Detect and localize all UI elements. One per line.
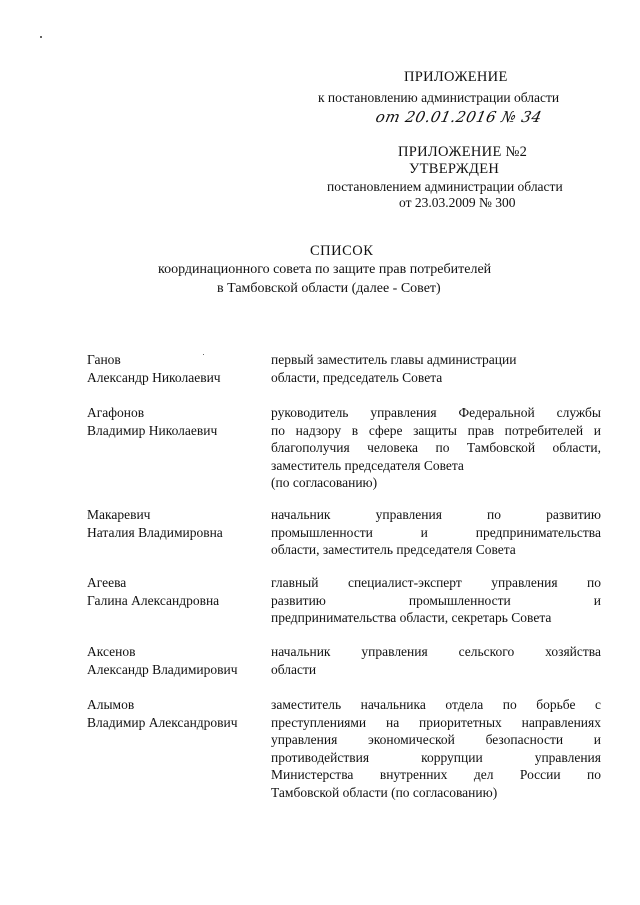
member-role-line: предпринимательства области, секретарь Совета xyxy=(271,610,552,625)
member-role-line: управления экономической безопасности и xyxy=(271,732,601,747)
member-surname: Ганов xyxy=(87,352,121,367)
approved-by: постановлением администрации области xyxy=(327,179,563,194)
member-given-names: Наталия Владимировна xyxy=(87,525,223,540)
member-role-line: первый заместитель главы администрации xyxy=(271,352,517,367)
member-name xyxy=(87,506,269,542)
scan-speck xyxy=(203,354,204,355)
scan-speck xyxy=(40,36,42,38)
member-role xyxy=(271,506,601,559)
member-role-line: области xyxy=(271,661,317,677)
member-given-names: Александр Владимирович xyxy=(87,662,238,677)
list-heading: СПИСОК xyxy=(310,243,374,259)
member-surname: Аксенов xyxy=(87,644,136,659)
member-role-line: главный специалист-эксперт управления по xyxy=(271,575,601,590)
member-role-line: начальник управления по развитию xyxy=(271,507,601,522)
member-role-line: области, председатель Совета xyxy=(271,369,443,385)
member-surname: Макаревич xyxy=(87,507,151,522)
member-surname: Агеева xyxy=(87,575,127,590)
member-role xyxy=(271,404,601,492)
member-role-line: руководитель управления Федеральной службы xyxy=(271,405,601,420)
member-name xyxy=(87,643,269,679)
member-role-line: преступлениями на приоритетных направлениях xyxy=(271,714,601,730)
member-role-line: заместитель председателя Совета xyxy=(271,457,464,473)
member-given-names: Владимир Александрович xyxy=(87,715,238,730)
list-subtitle-line1: координационного совета по защите прав потребителей xyxy=(158,262,492,277)
member-role-line: развитию промышленности и xyxy=(271,592,601,608)
member-role-line: благополучия человека по Тамбовской области, xyxy=(271,440,601,455)
member-name xyxy=(87,696,269,732)
member-surname: Алымов xyxy=(87,697,135,712)
member-given-names: Галина Александровна xyxy=(87,593,220,608)
member-role-line: начальник управления сельского хозяйства xyxy=(271,644,601,659)
member-name xyxy=(87,351,269,387)
member-role-line: противодействия коррупции управления xyxy=(271,749,601,765)
approved-date: от 23.03.2009 № 300 xyxy=(399,195,516,210)
appendix-title: ПРИЛОЖЕНИЕ xyxy=(404,69,508,85)
member-role xyxy=(271,643,601,678)
member-role-line: (по согласованию) xyxy=(271,475,378,490)
member-surname: Агафонов xyxy=(87,405,145,420)
member-name xyxy=(87,574,269,610)
member-role xyxy=(271,696,601,801)
member-role-line: Тамбовской области (по согласованию) xyxy=(271,784,498,800)
member-role xyxy=(271,574,601,627)
approved-label: УТВЕРЖДЕН xyxy=(409,161,500,177)
member-role-line: промышленности и предпринимательства xyxy=(271,524,601,540)
member-given-names: Владимир Николаевич xyxy=(87,423,218,438)
list-subtitle-line2: в Тамбовской области (далее - Совет) xyxy=(217,281,441,296)
appendix-subtitle: к постановлению администрации области xyxy=(318,90,560,105)
member-given-names: Александр Николаевич xyxy=(87,370,221,385)
handwritten-reference: от 20.01.2016 № 34 xyxy=(374,108,544,126)
member-role-line: заместитель начальника отдела по борьбе с xyxy=(271,697,601,712)
member-role xyxy=(271,351,601,386)
member-name xyxy=(87,404,269,440)
member-role-line: по надзору в сфере защиты прав потребителей и xyxy=(271,422,601,438)
member-role-line: области, заместитель председателя Совета xyxy=(271,542,516,557)
member-role-line: Министерства внутренних дел России по xyxy=(271,767,601,782)
appendix2-title: ПРИЛОЖЕНИЕ №2 xyxy=(398,144,528,160)
